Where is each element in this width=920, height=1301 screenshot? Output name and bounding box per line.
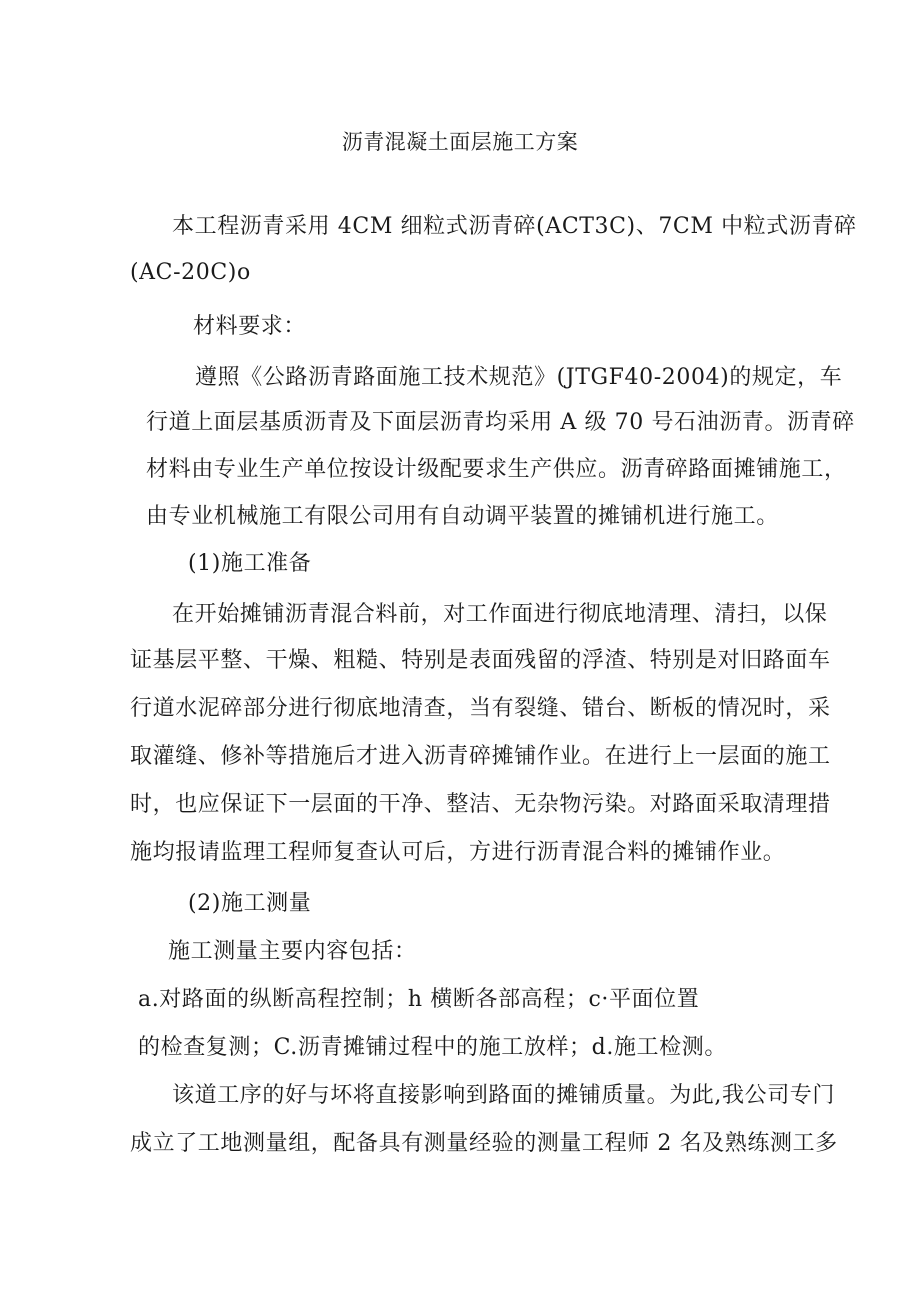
paragraph-line-6: 由专业机械施工有限公司用有自动调平装置的摊铺机进行施工。 xyxy=(146,504,779,529)
section-heading-2: (2)施工测量 xyxy=(188,891,312,916)
paragraph-line-2: (AC-20C)o xyxy=(130,260,251,285)
paragraph-line-15: 的检查复测；C.沥青摊铺过程中的施工放样；d.施工检测。 xyxy=(138,1035,727,1060)
paragraph-line-13: 施工测量主要内容包括： xyxy=(168,939,417,964)
section-heading-1: (1)施工准备 xyxy=(188,551,312,576)
document-title: 沥青混凝土面层施工方案 xyxy=(341,130,579,154)
paragraph-line-17: 成立了工地测量组，配备具有测量经验的测量工程师 2 名及熟练测工多 xyxy=(130,1131,838,1156)
paragraph-line-3: 遵照《公路沥青路面施工技术规范》(JTGF40-2004)的规定，车 xyxy=(195,365,843,390)
paragraph-line-8: 证基层平整、干燥、粗糙、特别是表面残留的浮渣、特别是对旧路面车 xyxy=(130,648,831,673)
paragraph-line-7: 在开始摊铺沥青混合料前，对工作面进行彻底地清理、清扫，以保 xyxy=(172,602,828,627)
paragraph-line-16: 该道工序的好与坏将直接影响到路面的摊铺质量。为此,我公司专门 xyxy=(172,1083,835,1108)
paragraph-line-12: 施均报请监理工程师复查认可后，方进行沥青混合料的摊铺作业。 xyxy=(130,840,786,865)
paragraph-line-11: 时，也应保证下一层面的干净、整洁、无杂物污染。对路面采取清理措 xyxy=(130,792,831,817)
paragraph-line-4: 行道上面层基质沥青及下面层沥青均采用 A 级 70 号石油沥青。沥青碎 xyxy=(146,410,855,435)
section-label-materials: 材料要求： xyxy=(193,314,307,339)
paragraph-line-10: 取灌缝、修补等措施后才进入沥青碎摊铺作业。在进行上一层面的施工 xyxy=(130,744,831,769)
paragraph-line-9: 行道水泥碎部分进行彻底地清查，当有裂缝、错台、断板的情况时，采 xyxy=(130,696,831,721)
paragraph-line-1: 本工程沥青采用 4CM 细粒式沥青碎(ACT3C)、7CM 中粒式沥青碎 xyxy=(172,214,857,239)
paragraph-line-5: 材料由专业生产单位按设计级配要求生产供应。沥青碎路面摊铺施工， xyxy=(146,457,847,482)
paragraph-line-14: a.对路面的纵断高程控制；h 横断各部高程；c·平面位置 xyxy=(138,987,700,1012)
